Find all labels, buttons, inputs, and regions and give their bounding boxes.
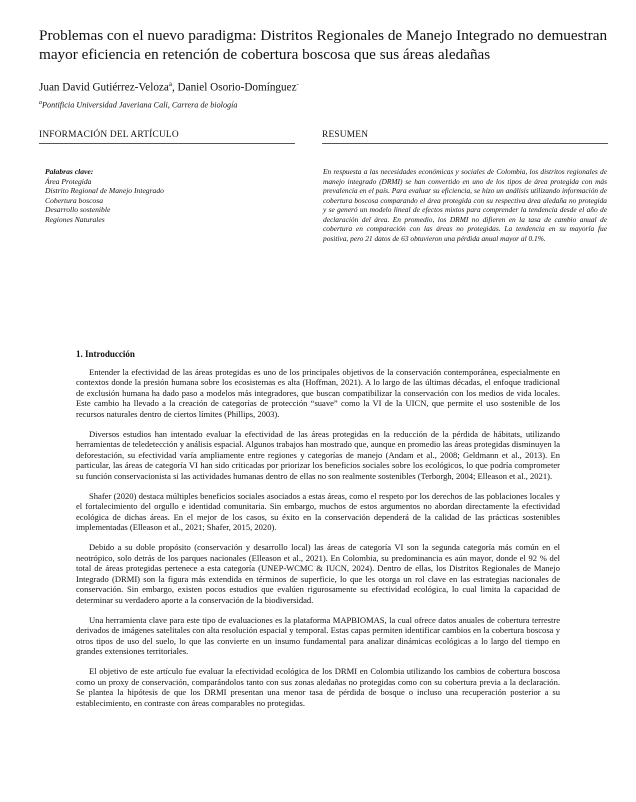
body-paragraph: Debido a su doble propósito (conservación y desarrollo local) las áreas de categoría VI son la segunda categoría más común en el neotrópico, solo detrás de los parques nacionales (Elleason et al., 2021). En Colombia, su predominancia es aún mayor, donde el 92 % del total de áreas protegidas pertenece a esta categoría (UNEP-WCMC & IUCN, 2024). Dentro de ellas, los Distritos Regionales de Manejo Integrado (DRMI) son la figura más extendida en términos de superficie, lo que les otorga un rol clave en las estrategias nacionales de conservación. Sin embargo, existen pocos estudios que evalúen rigurosamente su efectividad ecológica, lo cual limita la capacidad de determinar su verdadero aporte a la conservación de la biodiversidad.	[76, 542, 560, 605]
body-section	[76, 349, 560, 718]
body-paragraph: Diversos estudios han intentado evaluar la efectividad de las áreas protegidas en la reducción de la pérdida de hábitats, utilizando herramientas de teledetección y análisis espacial. Algunos trabajos han mostrado que, aunque en promedio las áreas protegidas disminuyen la deforestación, su efectividad varía ampliamente entre regiones y categorías de manejo (Andam et al., 2008; Geldmann et al., 2013). En particular, las áreas de categoría VI han sido criticadas por priorizar los beneficios sociales sobre los ecológicos, lo que podría comprometer su función conservacionista si las actividades humanas dentro de ellas no son realmente sostenibles (Terborgh, 2004; Elleason et al., 2021).	[76, 428, 560, 481]
body-paragraph: Una herramienta clave para este tipo de evaluaciones es la plataforma MAPBIOMAS, la cual ofrece datos anuales de cobertura terrestre derivados de imágenes satelitales con alta resolución espacial y temporal. Estas capas permiten identificar cambios en la cobertura boscosa y otros tipos de uso del suelo, lo que las convierte en un insumo fundamental para analizar dinámicas ecológicas a lo largo del tiempo en grandes extensiones territoriales.	[76, 614, 560, 657]
keywords-title: Palabras clave:	[45, 167, 94, 176]
author-separator: ,	[171, 81, 178, 94]
section-title: 1. Introducción	[76, 349, 135, 359]
body-paragraph: Entender la efectividad de las áreas protegidas es uno de los principales objetivos de la conservación contemporánea, especialmente en contextos donde la presión humana sobre los ecosistemas es alta (Hoffman, 2021). A lo largo de las últimas décadas, el enfoque tradicional de exclusión humana ha dado paso a modelos más integradores, que buscan compatibilizar la conservación con los medios de vida locales. Este cambio ha llevado a la creación de categorías de protección “suave” como la VI de la UICN, que permite el uso sostenible de los recursos naturales dentro de ciertos límites (Phillips, 2003).	[76, 366, 560, 419]
keyword-item: Regiones Naturales	[45, 214, 105, 224]
author-name: Daniel Osorio-Domínguez	[177, 81, 297, 94]
keyword-item: Cobertura boscosa	[45, 195, 104, 205]
affiliation-mark: -	[296, 80, 299, 88]
body-paragraph: El objetivo de este artículo fue evaluar la efectividad ecológica de los DRMI en Colombia utilizando los cambios de cobertura boscosa como un proxy de conservación, comparándolos tanto con sus zonas aledañas no protegidas como con su cobertura previa a la declaración. Se plantea la hipótesis de que los DRMI presentan una menor tasa de pérdida de bosque o incluso una recuperación posterior a su establecimiento, en contraste con áreas comparables no protegidas.	[76, 666, 560, 708]
affiliation-text: Pontificia Universidad Javeriana Cali, Carrera de biología	[42, 100, 238, 110]
keywords-block	[45, 167, 164, 225]
keyword-item: Área Protegida	[45, 176, 92, 186]
keyword-item: Distrito Regional de Manejo Integrado	[45, 186, 164, 196]
affiliation-mark: a	[39, 100, 42, 106]
affiliation-mark: a	[168, 80, 172, 88]
author-list	[39, 80, 299, 94]
paper-title: Problemas con el nuevo paradigma: Distritos Regionales de Manejo Integrado no demuestran mayor eficiencia en retención de cobertura boscosa que sus áreas aledañas	[39, 27, 608, 63]
abstract-heading: RESUMEN	[322, 130, 608, 144]
keyword-item: Desarrollo sostenible	[45, 205, 111, 215]
author-name: Juan David Gutiérrez-Veloza	[39, 81, 169, 94]
affiliation	[39, 100, 238, 110]
abstract-text: En respuesta a las necesidades económicas y sociales de Colombia, los distritos regionales de manejo integrado (DRMI) se han convertido en uno de los tipos de área protegida con más prevalencia en el país. Para evaluar su eficiencia, se hizo un análisis utilizando información de cobertura boscosa comparando el área protegida con su respectiva área aledaña no protegida y se generó un modelo lineal de efectos mixtos para comprender la tendencia desde el año de declaración del área. En promedio, los DRMI no difieren en la tasa de cambio anual de cobertura en comparación con las áreas no protegidas. La tendencia en su mayoría fue positiva, pero 21 datos de 63 obtuvieron una pérdida anual mayor al 0.1%.	[323, 167, 607, 243]
body-paragraph: Shafer (2020) destaca múltiples beneficios sociales asociados a estas áreas, como el respeto por los derechos de las poblaciones locales y el fortalecimiento del orgullo e identidad comunitaria. Sin embargo, muchos de estos argumentos no abordan directamente la efectividad ecológica de dichas áreas. En el mejor de los casos, su éxito en la conservación dependerá de la calidad de las prácticas sostenibles implementadas (Elleason et al., 2021; Shafer, 2015, 2020).	[76, 490, 560, 533]
article-info-heading: INFORMACIÓN DEL ARTÍCULO	[39, 130, 295, 144]
